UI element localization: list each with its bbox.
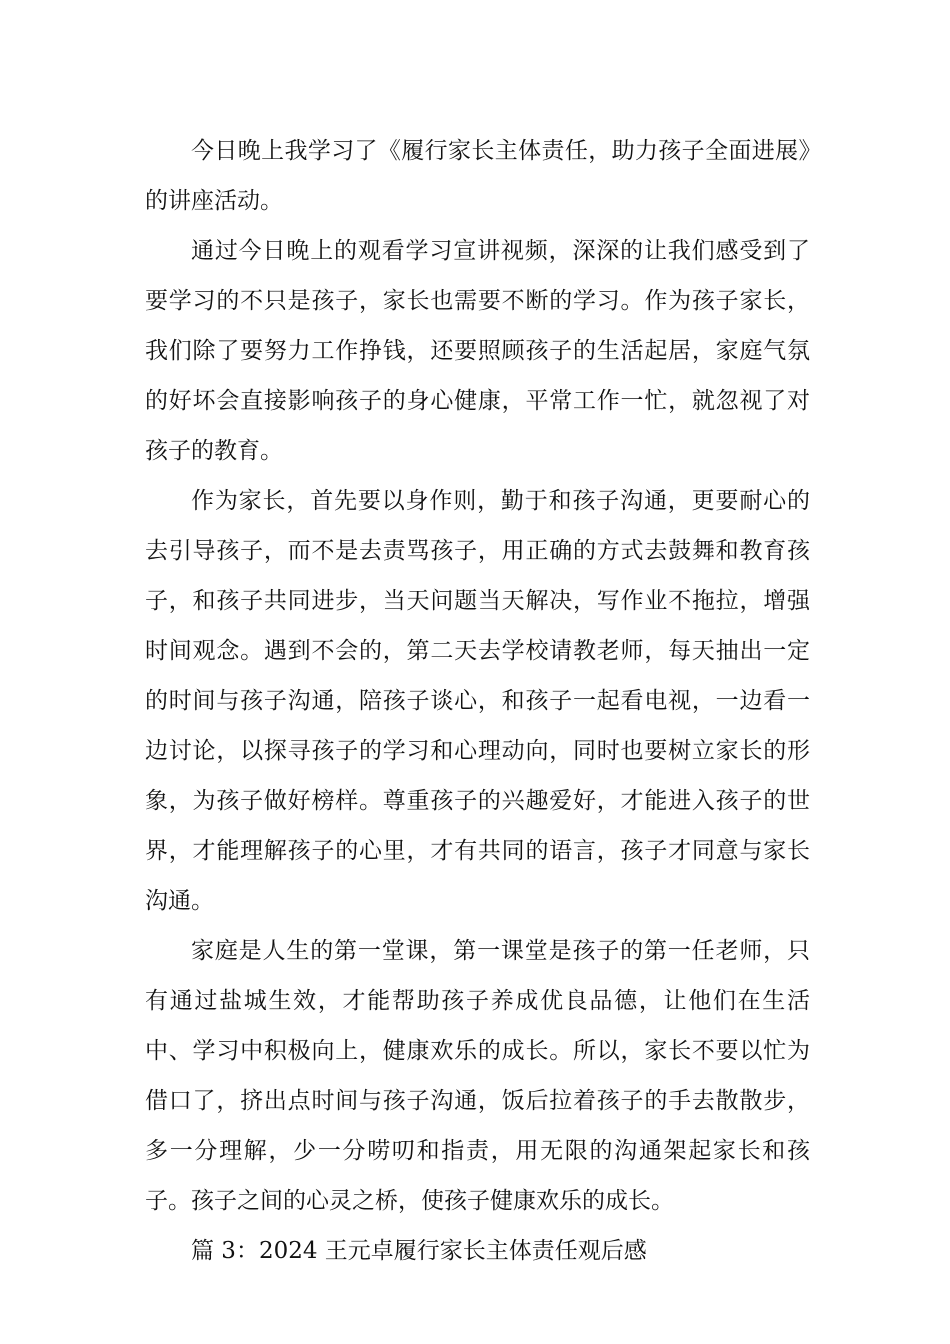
paragraph-4: 家庭是人生的第一堂课，第一课堂是孩子的第一任老师，只有通过盐城生效，才能帮助孩子养成优良品德，让他们在生活中、学习中积极向上，健康欢乐的成长。所以，家长不要以忙为借口了，挤出点时间与孩子沟通，饭后拉着孩子的手去散散步，多一分理解，少一分唠叨和指责，用无限的沟通架起家长和孩子。孩子之间的心灵之桥，使孩子健康欢乐的成长。: [145, 938, 810, 1214]
paragraph-1: 今日晚上我学习了《履行家长主体责任，助力孩子全面进展》的讲座活动。: [145, 138, 810, 214]
document-body: [145, 126, 810, 1276]
section-heading: 篇 3：2024 王元卓履行家长主体责任观后感: [191, 1238, 647, 1264]
paragraph-2: 通过今日晚上的观看学习宣讲视频，深深的让我们感受到了要学习的不只是孩子，家长也需要不断的学习。作为孩子家长，我们除了要努力工作挣钱，还要照顾孩子的生活起居，家庭气氛的好坏会直接影响孩子的身心健康，平常工作一忙，就忽视了对孩子的教育。: [145, 238, 810, 464]
paragraph-3: 作为家长，首先要以身作则，勤于和孩子沟通，更要耐心的去引导孩子，而不是去责骂孩子，用正确的方式去鼓舞和教育孩子，和孩子共同进步，当天问题当天解决，写作业不拖拉，增强时间观念。遇到不会的，第二天去学校请教老师，每天抽出一定的时间与孩子沟通，陪孩子谈心，和孩子一起看电视，一边看一边讨论，以探寻孩子的学习和心理动向，同时也要树立家长的形象，为孩子做好榜样。尊重孩子的兴趣爱好，才能进入孩子的世界，才能理解孩子的心里，才有共同的语言，孩子才同意与家长沟通。: [145, 488, 810, 914]
